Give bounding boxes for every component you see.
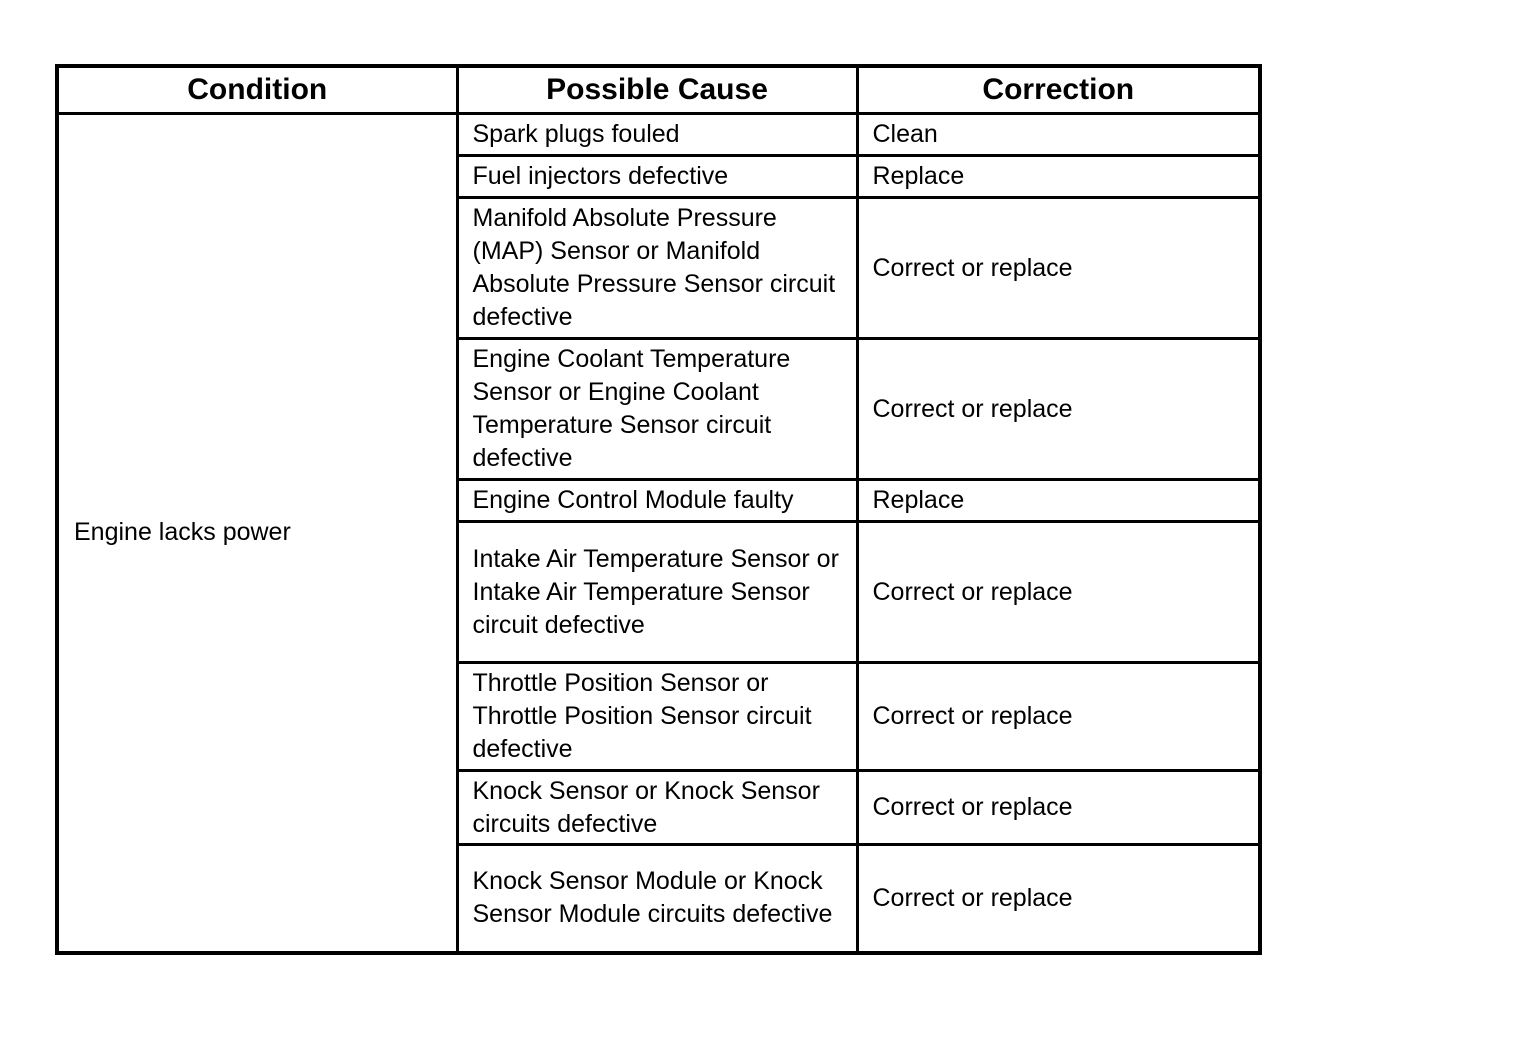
- correction-cell: Correct or replace: [857, 663, 1260, 771]
- cause-cell: Spark plugs fouled: [457, 114, 857, 156]
- cause-cell: Engine Coolant Temperature Sensor or Engine Coolant Temperature Sensor circuit defective: [457, 339, 857, 480]
- cause-cell: Knock Sensor Module or Knock Sensor Module circuits defective: [457, 845, 857, 953]
- cause-cell: Engine Control Module faulty: [457, 480, 857, 522]
- correction-cell: Clean: [857, 114, 1260, 156]
- correction-cell: Correct or replace: [857, 522, 1260, 663]
- correction-cell: Correct or replace: [857, 771, 1260, 845]
- correction-cell: Correct or replace: [857, 845, 1260, 953]
- header-row: [57, 66, 1260, 114]
- cause-cell: Fuel injectors defective: [457, 156, 857, 198]
- correction-cell: Replace: [857, 156, 1260, 198]
- table-row: [57, 114, 1260, 156]
- header-possible-cause: Possible Cause: [457, 66, 857, 114]
- header-correction: Correction: [857, 66, 1260, 114]
- condition-cell: Engine lacks power: [57, 114, 457, 953]
- cause-cell: Throttle Position Sensor or Throttle Position Sensor circuit defective: [457, 663, 857, 771]
- cause-cell: Intake Air Temperature Sensor or Intake Air Temperature Sensor circuit defective: [457, 522, 857, 663]
- cause-cell: Knock Sensor or Knock Sensor circuits defective: [457, 771, 857, 845]
- correction-cell: Replace: [857, 480, 1260, 522]
- correction-cell: Correct or replace: [857, 198, 1260, 339]
- header-condition: Condition: [57, 66, 457, 114]
- diagnosis-table: [55, 64, 1262, 955]
- correction-cell: Correct or replace: [857, 339, 1260, 480]
- cause-cell: Manifold Absolute Pressure (MAP) Sensor or Manifold Absolute Pressure Sensor circuit defective: [457, 198, 857, 339]
